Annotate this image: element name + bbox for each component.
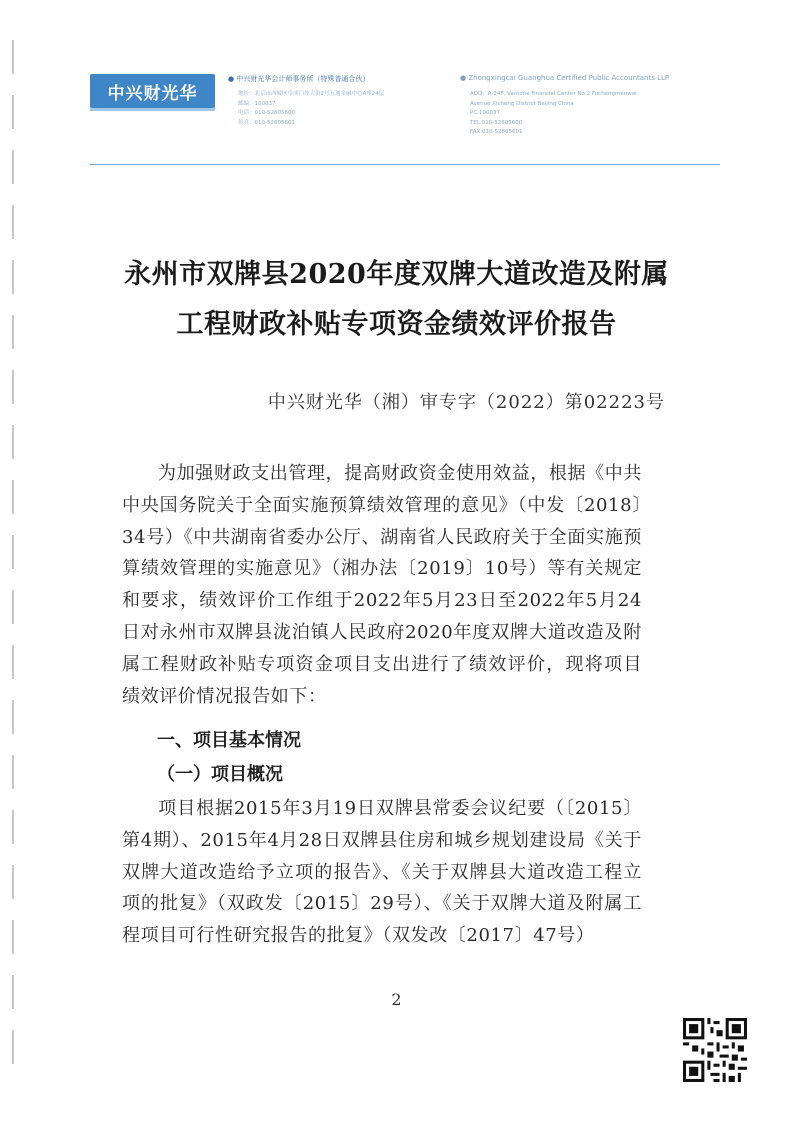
binding-mark [12, 865, 14, 899]
address-en-line: FAX:010-52805601 [470, 129, 523, 135]
address-cn-line: 电话：010-52805600 [238, 110, 295, 116]
address-en [470, 90, 637, 138]
binding-mark [12, 920, 14, 954]
binding-mark [12, 535, 14, 569]
address-en-line: TEL:010-52805600 [470, 119, 523, 126]
report-title-line-1: 永州市双牌县2020年度双牌大道改造及附属 [124, 259, 669, 290]
binding-mark [12, 425, 14, 459]
address-cn-line: 邮编：100037 [238, 100, 276, 107]
binding-mark [12, 150, 14, 184]
qr-code-icon [683, 1018, 747, 1082]
binding-mark [12, 40, 14, 74]
letterhead [90, 68, 720, 166]
binding-mark [12, 810, 14, 844]
document-number: 中兴财光华（湘）审专字（2022）第02223号 [267, 392, 665, 413]
binding-mark [12, 480, 14, 514]
subsection-heading: （一）项目概况 [157, 764, 283, 785]
firm-name-en: ● Zhongxingcai Guanghua Certified Public Accountants LLP [460, 74, 670, 82]
address-en-line: Avenue Xicheng District Beijing China [470, 100, 574, 107]
logo-text: 中兴财光华 [107, 83, 198, 104]
binding-mark [12, 1030, 14, 1064]
binding-mark [12, 95, 14, 129]
binding-mark [12, 755, 14, 789]
page-number: 2 [391, 990, 402, 1009]
address-cn-line: 传真：010-52805601 [238, 119, 295, 126]
binding-mark [12, 370, 14, 404]
binding-mark [12, 205, 14, 239]
address-cn-line: 地址：北京市西城区阜成门外大街2号万通金融中心A座24层 [238, 91, 385, 97]
binding-mark [12, 700, 14, 734]
intro-paragraph-text: 为加强财政支出管理，提高财政资金使用效益，根据《中共中央国务院关于全面实施预算绩效管理的意见》（中发〔2018〕34号）《中共湖南省委办公厅、湖南省人民政府关于全面实施预算绩效管理的实施意见》（湘办法〔2019〕10号）等有关规定和要求，绩效评价工作组于2022年5月23日至2022年5月24日对永州市双牌县泷泊镇人民政府2020年度双牌大道改造及附属工程财政补贴专项资金项目支出进行了绩效评价，现将项目绩效评价情况报告如下： [122, 463, 642, 707]
firm-logo [90, 74, 215, 108]
logo-stripe [90, 108, 215, 111]
firm-name-cn: ● 中兴财光华会计师事务所（特殊普通合伙） [228, 75, 370, 83]
binding-mark [12, 590, 14, 624]
binding-mark [12, 645, 14, 679]
report-title-line-2: 工程财政补贴专项资金绩效评价报告 [176, 309, 617, 340]
overview-paragraph [122, 793, 642, 952]
intro-paragraph [122, 458, 642, 712]
letterhead-divider [90, 164, 720, 165]
address-cn [238, 90, 384, 128]
overview-paragraph-text: 项目根据2015年3月19日双牌县常委会议纪要（〔2015〕第4期）、2015年4月28日双牌县住房和城乡规划建设局《关于双牌大道改造给予立项的报告》、《关于双牌县大道改造工程立项的批复》（双政发〔2015〕29号）、《关于双牌大道及附属工程项目可行性研究报告的批复》（双发改〔2017〕47号） [122, 798, 642, 947]
address-en-line: PC:100037 [470, 110, 501, 116]
section-heading: 一、项目基本情况 [157, 730, 301, 751]
address-en-line: ADD：A-24F, Vantone Financial Center No.2 Fuchengmenwai [470, 91, 637, 97]
